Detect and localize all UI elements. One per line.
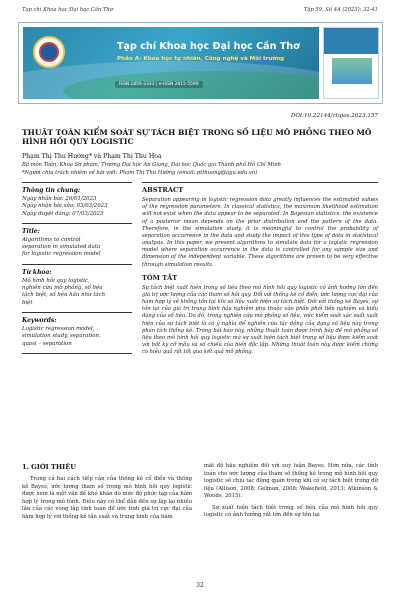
sidebar-general-info (22, 182, 132, 223)
abstract-text: Separation appearing in logistic regression data greatly influences the estimated values of the regression parameters. In classical statistics, the maximum likelihood estimation will not exist when the data appear to be separated. In Bayesian statistics, the existence of a posterior mean depends on the prior distribution and the pattern of the data. Therefore, in the simulation study, it is meaningful to control the probability of separation occurrence in the data and study the impact of this type of data in statistical analysis. In this paper, we present algorithms to simulate data for a logistic regression model where separation occurrence in the data is controlled for any sample size and dimension of the independent variable. These algorithms are proven to be very effective through simulation results. (142, 197, 378, 268)
intro-paragraph: mật độ hậu nghiệm đối với suy luận Bayes. Hơn nữa, các tính toán cho ước lượng của tham số thống kê trong mô hình hồi quy logistic sẽ chịu tác động quan trọng khi có sự tách biệt trong dữ liệu (Allison, 2008; Gelman, 2008; Wakefield, 2013; Atkinson & Woods, 2015). (204, 463, 378, 500)
author-affiliation: Bộ môn Toán, Khoa Sư phạm, Trường Đại học An Giang, Đại học Quốc gia Thành phố Hồ Chí Minh (22, 162, 282, 168)
tomtat-text: Sự tách biệt xuất hiện trong số liệu theo mô hình hồi quy logistic có ảnh hưởng lớn đến giá trị ước lượng của các tham số hồi quy. Đối với thống kê cổ điển, ước lượng cực đại của hàm hợp lý sẽ không tồn tại khi số liệu xuất hiện sự tách biệt. Đối với thống kê Bayes, sự tồn tại của giá trị trung bình hậu nghiệm phụ thuộc vào phân phối tiên nghiệm và kiểu dạng của số liệu. Do đó, trong nghiên cứu mô phỏng số liệu, việc kiểm soát xác suất xuất hiện của sự tách biệt là có ý nghĩa để nghiên cứu tác động của dạng số liệu này trong phân tích thống kê. Trong bài báo này, những thuật toán được trình bày để mô phỏng số liệu theo mô hình hồi quy logistic mà sự xuất hiện tách biệt trong số liệu được kiểm soát với bất kỳ cỡ mẫu và số chiều của biến độc lập. Những thuật toán này được kiểm chứng có hiệu quả rất tốt qua kết quả mô phỏng. (142, 284, 378, 356)
banner-issn: ISSN 1859-2333 | e-ISSN 2815-5599 (115, 81, 203, 88)
doi-label: DOI:10.22144/ctujos.2023.157 (290, 113, 378, 119)
sidebar-info-heading: Thông tin chung: (22, 187, 81, 194)
intro-section-heading: 1. GIỚI THIỆU (22, 463, 77, 471)
intro-right-column (204, 463, 378, 520)
journal-cover-thumbnail (323, 27, 379, 99)
article-info-sidebar (22, 182, 132, 354)
banner-main-panel (23, 27, 319, 99)
running-head (22, 7, 378, 13)
sidebar-date-received: Ngày nhận bài: 26/01/2023 (22, 196, 97, 202)
sidebar-english-title (22, 223, 132, 264)
sidebar-keywords-heading: Keywords: (22, 316, 57, 324)
university-logo-icon (33, 36, 65, 68)
corresponding-author: *Người chịu trách nhiệm về bài viết: Phạm Thị Thu Hường (email: ptthuong@agu.edu.vn) (22, 170, 258, 176)
sidebar-keywords-line: Logistic regression model, (22, 325, 95, 332)
sidebar-title-line: Algorithms to control (22, 236, 81, 243)
intro-left-column (22, 463, 192, 521)
sidebar-tukhoa-line: tách biệt, số liệu hầu như tách (22, 292, 106, 299)
journal-banner (18, 22, 383, 104)
banner-journal-subtitle: Phần A: Khoa học tự nhiên, Công nghệ và Môi trường (117, 56, 285, 62)
sidebar-tukhoa-line: biệt (22, 299, 33, 306)
sidebar-keywords-line: simulation study, separation, (22, 333, 101, 340)
abstract-column (142, 182, 378, 356)
sidebar-keywords (22, 312, 132, 354)
sidebar-title-line: for logistic regression model (22, 251, 101, 258)
sidebar-keywords-line: quasi – separation (22, 340, 72, 347)
sidebar-date-revised: Ngày nhận bài sửa: 03/03/2023 (22, 203, 108, 210)
sidebar-title-line: separation in simulated data (22, 244, 101, 251)
abstract-heading: ABSTRACT (142, 186, 184, 194)
sidebar-tukhoa-line: Mô hình hồi quy logistic, (22, 277, 90, 284)
sidebar-tukhoa (22, 264, 132, 312)
intro-paragraph: Trong cả hai cách tiếp cận của thống kê cổ điển và thống kê Bayes, ước lượng tham số trong mô hình hồi quy logistic được xem là một vấn đề khó khăn do mức độ phức tạp của hàm hợp lý trong mô hình. Điều này có thể dẫn đến sự lặp lại nhiều lần của các vòng lặp tính toán để ước tính giá trị cực đại của hàm hợp lý với thống kê tần suất và trung bình của hàm (22, 476, 192, 520)
running-head-volume: Tập 59, Số 4A (2023): 32-41 (303, 7, 378, 13)
paper-authors: Phạm Thị Thu Hường* và Phạm Thị Thu Hoa (22, 153, 162, 160)
intro-paragraph: Sự xuất hiện tách biệt trong số liệu của mô hình hồi quy logistic có ảnh hưởng rất lớn đến sự tồn tại (204, 504, 378, 519)
page-number: 32 (196, 582, 204, 589)
tomtat-heading: TÓM TẮT (142, 273, 178, 282)
paper-title: THUẬT TOÁN KIỂM SOÁT SỰ TÁCH BIỆT TRONG SỐ LIỆU MÔ PHỎNG THEO MÔ HÌNH HỒI QUY LOGISTIC (22, 128, 372, 147)
sidebar-title-heading: Title: (22, 227, 40, 235)
running-head-journal: Tạp chí Khoa học Đại học Cần Thơ (22, 7, 113, 13)
sidebar-tukhoa-heading: Từ khóa: (22, 268, 52, 276)
banner-journal-title: Tạp chí Khoa học Đại học Cần Thơ (117, 41, 300, 52)
sidebar-date-accepted: Ngày duyệt đăng: 07/03/2023 (22, 210, 104, 217)
sidebar-tukhoa-line: nghiên cứu mô phỏng, số liệu (22, 285, 103, 292)
